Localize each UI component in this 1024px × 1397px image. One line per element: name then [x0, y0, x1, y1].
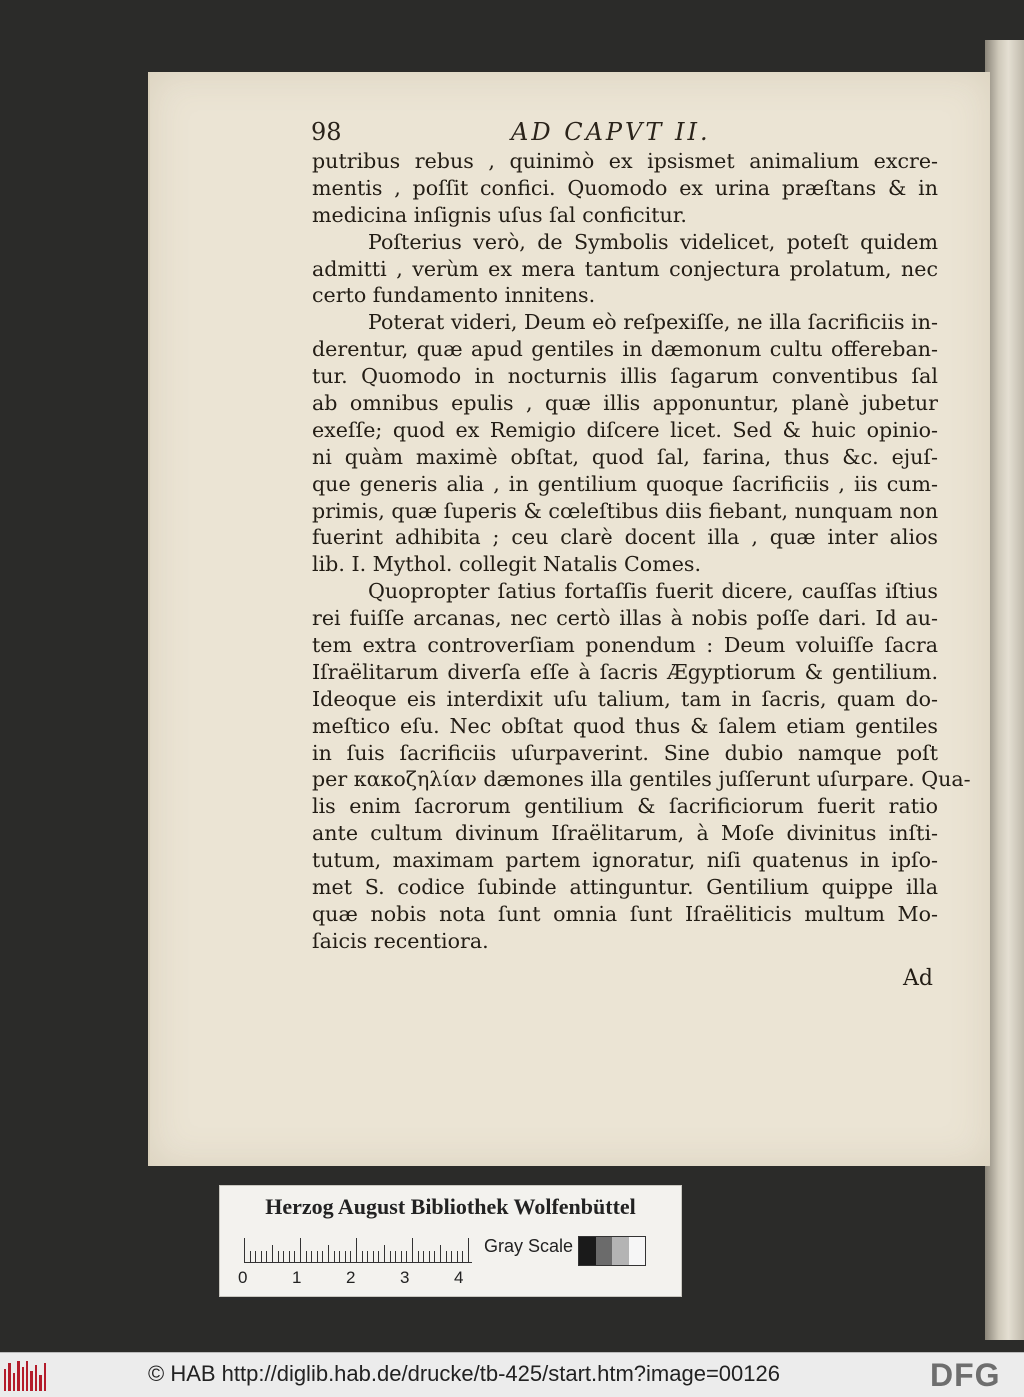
viewer-footer	[0, 1352, 1024, 1397]
text-line: fuerint adhibita ; ceu clarè docent illa , quæ inter alios	[312, 525, 938, 550]
scale-ruler	[244, 1236, 472, 1263]
scale-number: 4	[454, 1268, 464, 1287]
catchword: Ad	[903, 966, 933, 991]
ruler-tick	[317, 1251, 318, 1262]
gray-scale-label: Gray Scale	[484, 1236, 574, 1256]
text-line: quæ nobis nota ſunt omnia ſunt Iſraëliticis multum Mo-	[312, 901, 938, 926]
scale-number: 2	[346, 1268, 356, 1287]
text-line: putribus rebus , quinimò ex ipsismet animalium excre-	[312, 149, 938, 173]
text-line: lis enim ſacrorum gentilium & ſacrificiorum fuerit ratio	[312, 794, 938, 819]
scale-number: 0	[238, 1268, 248, 1287]
scale-number: 3	[400, 1268, 410, 1287]
ruler-tick	[266, 1251, 267, 1262]
page-number: 98	[311, 118, 342, 146]
ruler-tick	[356, 1238, 357, 1262]
running-head: AD CAPVT II.	[511, 118, 711, 146]
ruler-tick	[412, 1238, 413, 1262]
text-line: ni quàm maximè obſtat, quod ſal, farina, thus &c. ejuſ-	[312, 444, 938, 469]
text-line: ſaicis recentiora.	[312, 928, 489, 953]
text-line: tutum, maximam partem ignoratur, niſi quatenus in ipſo-	[312, 848, 938, 873]
gray-swatch	[579, 1237, 596, 1265]
ruler-tick	[457, 1251, 458, 1262]
text-line: exeſſe; quod ex Remigio diſcere licet. Sed & huic opinio-	[312, 417, 938, 442]
ruler-tick	[272, 1245, 273, 1262]
ruler-tick	[339, 1251, 340, 1262]
hab-logo-icon	[4, 1359, 46, 1391]
ruler-tick	[328, 1245, 329, 1262]
body-text	[312, 148, 971, 955]
ruler-tick	[283, 1251, 284, 1262]
ruler-tick	[322, 1251, 323, 1262]
logo-bar	[35, 1365, 37, 1391]
dfg-logo: DFG	[930, 1357, 1001, 1393]
scale-number: 1	[292, 1268, 302, 1287]
ruler-tick	[468, 1238, 469, 1262]
ruler-tick	[434, 1251, 435, 1262]
ruler-tick	[350, 1251, 351, 1262]
ruler-tick	[250, 1251, 251, 1262]
ruler-tick	[462, 1251, 463, 1262]
ruler-tick	[429, 1251, 430, 1262]
text-line: medicina inſignis uſus ſal conficitur.	[312, 202, 687, 227]
ruler-tick	[244, 1238, 245, 1262]
ruler-tick	[451, 1251, 452, 1262]
ruler-tick	[300, 1238, 301, 1262]
page-header	[311, 118, 931, 152]
text-line: lib. I. Mythol. collegit Natalis Comes.	[312, 552, 702, 577]
logo-bar	[39, 1375, 41, 1391]
ruler-tick	[390, 1251, 391, 1262]
text-line: Iſraëlitarum diverſa eſſe à ſacris Ægyptiorum & gentilium.	[312, 659, 938, 684]
ruler-tick	[446, 1251, 447, 1262]
text-line: Ideoque eis interdixit uſu talium, tam in ſacris, quam do-	[312, 686, 938, 711]
text-line: admitti , verùm ex mera tantum conjectura prolatum, nec	[312, 256, 938, 281]
text-line: primis, quæ ſuperis & cœleſtibus diis fiebant, nunquam non	[312, 498, 939, 523]
text-line: derentur, quæ apud gentiles in dæmonum cultu offereban-	[312, 337, 938, 362]
color-calibration-card	[219, 1185, 682, 1297]
ruler-tick	[406, 1251, 407, 1262]
ruler-tick	[334, 1251, 335, 1262]
ruler-tick	[423, 1251, 424, 1262]
ruler-tick	[378, 1251, 379, 1262]
text-line: in ſuis ſacrificiis uſurpaverint. Sine dubio namque poſt	[312, 740, 938, 765]
logo-bar	[17, 1361, 19, 1391]
ruler-tick	[401, 1251, 402, 1262]
logo-bar	[4, 1369, 6, 1391]
text-line: ante cultum divinum Iſraëlitarum, à Moſe divinitus inſti-	[312, 821, 938, 846]
ruler-tick	[367, 1251, 368, 1262]
text-line: rei fuiſſe arcanas, nec certò illas à nobis poſſe dari. Id au-	[312, 606, 938, 631]
ruler-tick	[255, 1251, 256, 1262]
ruler-tick	[418, 1251, 419, 1262]
ruler-tick	[373, 1251, 374, 1262]
text-line: mentis , poſſit confici. Quomodo ex urina præſtans & in	[312, 175, 938, 200]
text-line: met S. codice ſubinde attinguntur. Gentilium quippe illa	[312, 875, 938, 900]
logo-bar	[26, 1361, 28, 1391]
book-fore-edge	[985, 40, 1024, 1340]
text-line: tur. Quomodo in nocturnis illis ſagarum conventibus ſal	[312, 364, 938, 389]
logo-bar	[13, 1373, 15, 1391]
ruler-tick	[440, 1245, 441, 1262]
logo-bar	[22, 1367, 24, 1391]
logo-bar	[30, 1371, 32, 1391]
text-line: ab omnibus epulis , quæ illis apponuntur, planè jubetur	[312, 391, 938, 416]
scale-numbers	[238, 1268, 498, 1288]
ruler-tick	[289, 1251, 290, 1262]
ruler-tick	[311, 1251, 312, 1262]
gray-scale-swatches	[578, 1236, 646, 1266]
text-line: Poterat videri, Deum eò reſpexiſſe, ne illa ſacrificiis in-	[368, 310, 938, 335]
logo-bar	[44, 1363, 46, 1391]
ruler-tick	[294, 1251, 295, 1262]
card-title: Herzog August Bibliothek Wolfenbüttel	[265, 1194, 636, 1219]
ruler-tick	[362, 1251, 363, 1262]
ruler-tick	[306, 1251, 307, 1262]
gray-swatch	[596, 1237, 613, 1265]
ruler-tick	[278, 1251, 279, 1262]
copyright-link[interactable]: © HAB http://diglib.hab.de/drucke/tb-425/start.htm?image=00126	[148, 1361, 780, 1386]
logo-bar	[8, 1363, 10, 1391]
gray-swatch	[612, 1237, 629, 1265]
text-line: Quopropter ſatius fortaſſis fuerit dicere, cauſſas iſtius	[368, 579, 938, 604]
text-line: que generis alia , in gentilium quoque ſacrificiis , iis cum-	[312, 471, 938, 496]
ruler-tick	[345, 1251, 346, 1262]
ruler-tick	[395, 1251, 396, 1262]
text-line: tem extra controverſiam ponendum : Deum voluiſſe ſacra	[312, 633, 938, 658]
gray-swatch	[629, 1237, 646, 1265]
text-line: Poſterius verò, de Symbolis videlicet, poteſt quidem	[368, 229, 938, 254]
text-line: per κακοζηλίαν dæmones illa gentiles juſſerunt uſurpare. Qua-	[312, 767, 971, 792]
text-line: meſtico eſu. Nec obſtat quod thus & ſalem etiam gentiles	[312, 713, 938, 738]
ruler-tick	[261, 1251, 262, 1262]
ruler-tick	[384, 1245, 385, 1262]
text-line: certo fundamento innitens.	[312, 283, 596, 308]
